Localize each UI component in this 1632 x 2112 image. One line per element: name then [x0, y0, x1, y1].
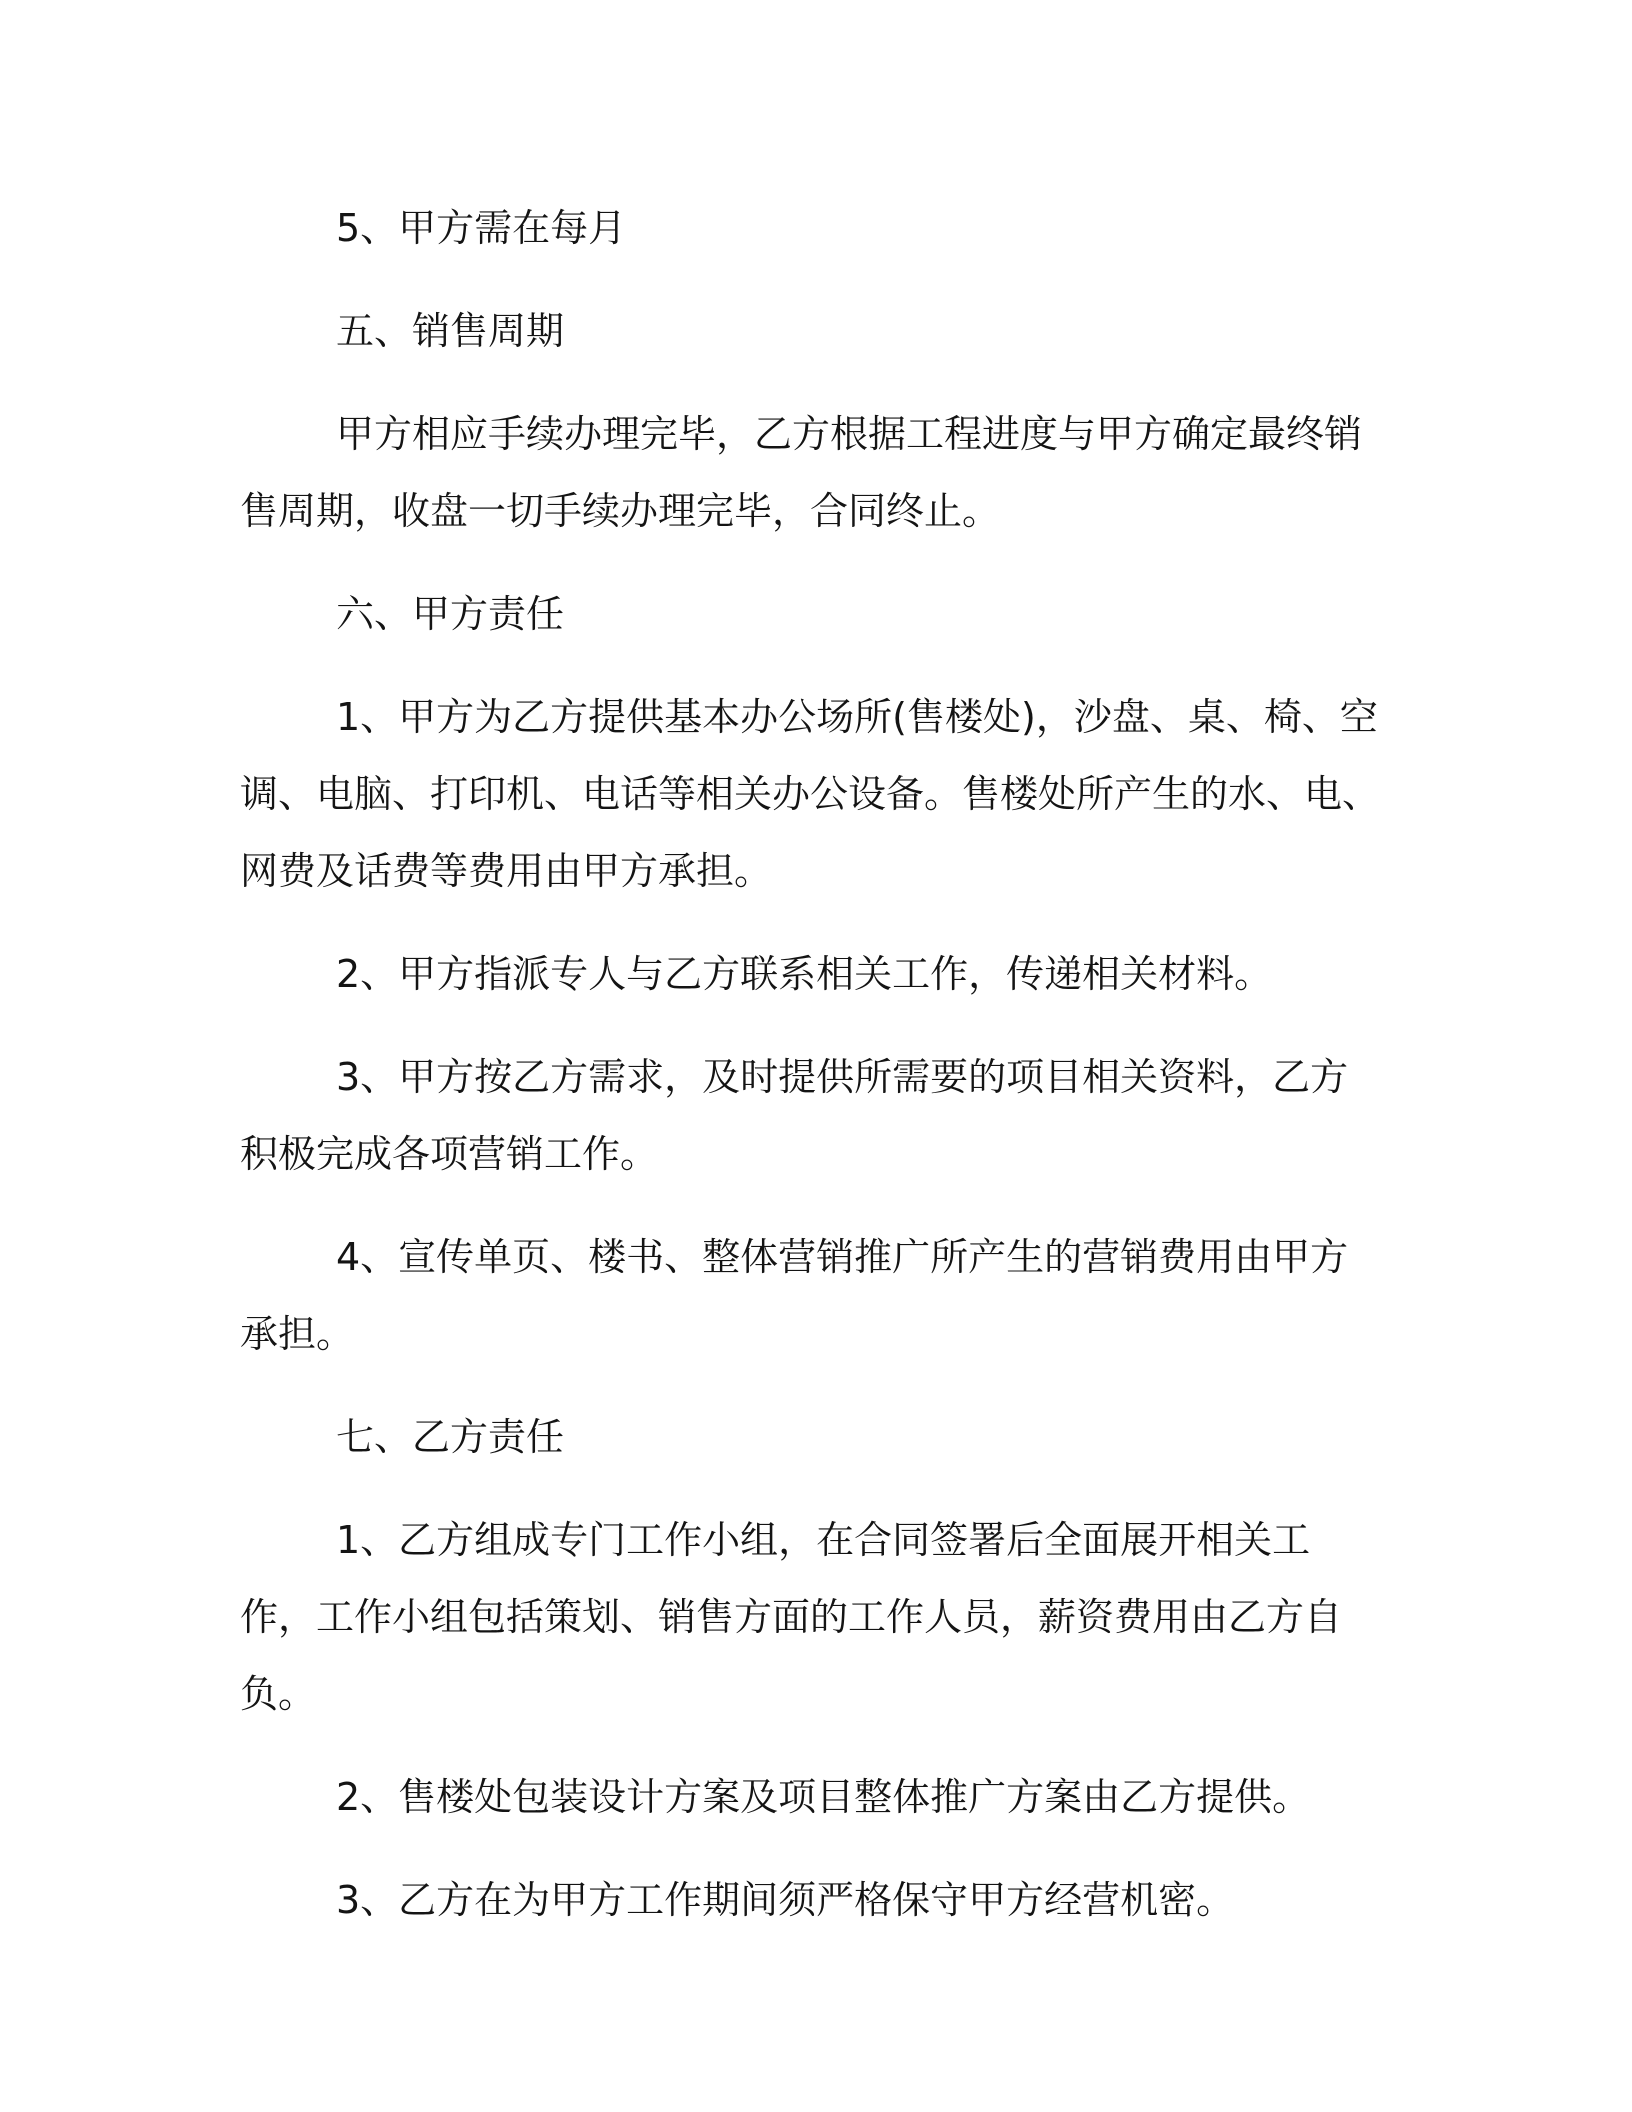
paragraph-party-a-item-3: 3、甲方按乙方需求，及时提供所需要的项目相关资料，乙方积极完成各项营销工作。 [240, 1055, 1349, 1176]
paragraph-party-b-item-3: 3、乙方在为甲方工作期间须严格保守甲方经营机密。 [336, 1878, 1235, 1922]
paragraph-sales-period-body: 甲方相应手续办理完毕，乙方根据工程进度与甲方确定最终销售周期，收盘一切手续办理完毕，合同终止。 [240, 412, 1363, 533]
section-title-sales-period: 五、销售周期 [336, 309, 565, 353]
paragraph-item-5-jia: 5、甲方需在每月 [336, 206, 627, 250]
paragraph-party-a-item-1: 1、甲方为乙方提供基本办公场所(售楼处)，沙盘、桌、椅、空调、电脑、打印机、电话等相关办公设备。售楼处所产生的水、电、网费及话费等费用由甲方承担。 [240, 695, 1381, 893]
paragraph-party-b-item-1: 1、乙方组成专门工作小组，在合同签署后全面展开相关工作，工作小组包括策划、销售方面的工作人员，薪资费用由乙方自负。 [240, 1518, 1343, 1716]
document-body [240, 190, 1380, 1965]
section-title-party-a-duties: 六、甲方责任 [336, 592, 565, 636]
paragraph-party-a-item-4: 4、宣传单页、楼书、整体营销推广所产生的营销费用由甲方承担。 [240, 1235, 1349, 1356]
paragraph-party-b-item-2: 2、售楼处包装设计方案及项目整体推广方案由乙方提供。 [336, 1775, 1311, 1819]
paragraph-party-a-item-2: 2、甲方指派专人与乙方联系相关工作，传递相关材料。 [336, 952, 1273, 996]
section-title-party-b-duties: 七、乙方责任 [336, 1415, 565, 1459]
